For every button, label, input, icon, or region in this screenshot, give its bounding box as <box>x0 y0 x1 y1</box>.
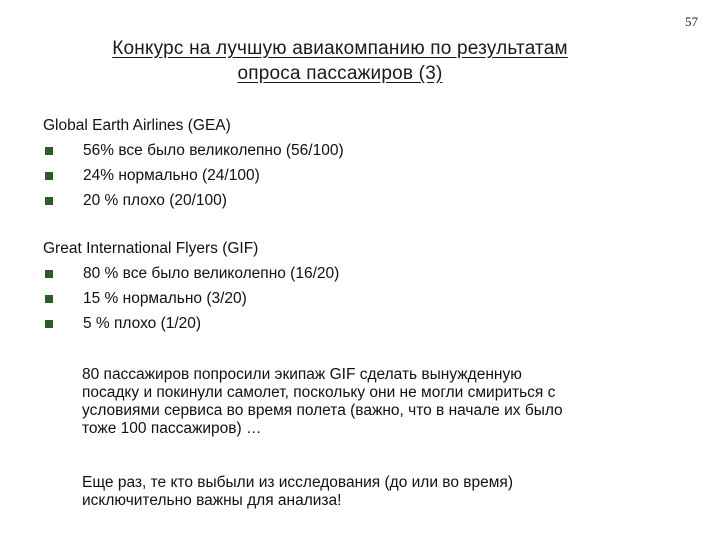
square-bullet-icon <box>45 295 53 303</box>
list-item <box>43 163 344 188</box>
square-bullet-icon <box>45 270 53 278</box>
square-bullet-icon <box>45 320 53 328</box>
square-bullet-icon <box>45 172 53 180</box>
list-item <box>43 286 339 311</box>
list-item-text: 56% все было великолепно (56/100) <box>83 142 344 159</box>
list-item-text: 5 % плохо (1/20) <box>83 315 202 332</box>
slide-title-line-1: Конкурс на лучшую авиакомпанию по результатам <box>112 38 568 59</box>
section-heading-gif: Great International Flyers (GIF) <box>43 240 259 257</box>
paragraph-line: тоже 100 пассажиров) … <box>82 420 262 437</box>
section-heading-gea: Global Earth Airlines (GEA) <box>43 117 231 134</box>
square-bullet-icon <box>45 147 53 155</box>
list-item <box>43 311 339 336</box>
list-item <box>43 261 339 286</box>
paragraph-passengers-left <box>82 366 672 438</box>
section-gea <box>43 113 344 213</box>
list-item <box>43 138 344 163</box>
paragraph-line: условиями сервиса во время полета (важно, что в начале их было <box>82 402 563 419</box>
paragraph-conclusion <box>82 474 672 510</box>
page-number: 57 <box>685 14 698 29</box>
list-item-text: 24% нормально (24/100) <box>83 167 260 184</box>
list-item-text: 80 % все было великолепно (16/20) <box>83 265 340 282</box>
list-item <box>43 188 344 213</box>
paragraph-line: посадку и покинули самолет, поскольку они не могли смириться с <box>82 384 556 401</box>
list-item-text: 15 % нормально (3/20) <box>83 290 247 307</box>
paragraph-line: 80 пассажиров попросили экипаж GIF сделать вынужденную <box>82 366 522 383</box>
paragraph-line: Еще раз, те кто выбыли из исследования (до или во время) <box>82 474 513 491</box>
list-item-text: 20 % плохо (20/100) <box>83 192 227 209</box>
section-gif <box>43 236 339 336</box>
slide-title <box>40 36 640 86</box>
square-bullet-icon <box>45 197 53 205</box>
slide-title-line-2: опроса пассажиров (3) <box>237 63 443 84</box>
paragraph-line: исключительно важны для анализа! <box>82 492 342 509</box>
